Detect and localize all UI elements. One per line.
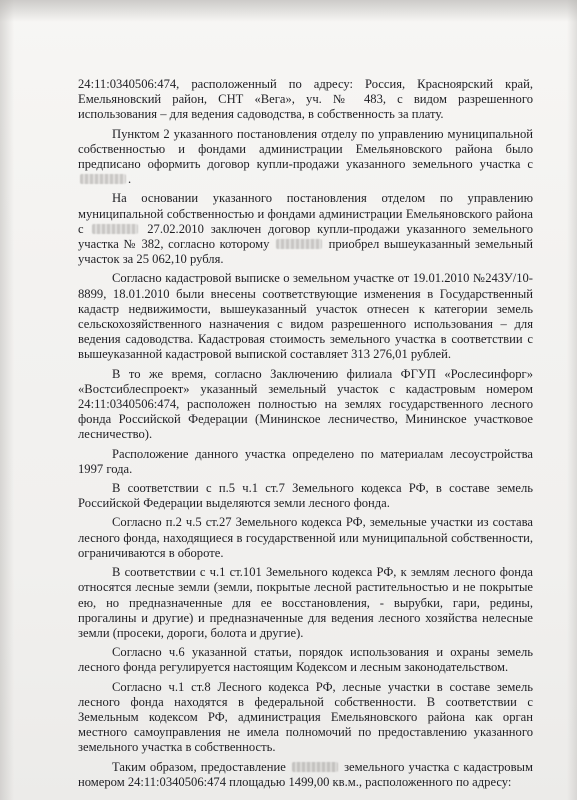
paragraph-text: 24:11:0340506:474, расположенный по адресу: Россия, Красноярский край, Емельяновский район, СНТ «Вега», уч. № 483, с видом разрешенного использования – для ведения садоводства, в собственность за плату.	[78, 77, 533, 122]
paragraph	[78, 447, 533, 477]
paragraph	[78, 77, 533, 123]
paragraph	[78, 680, 533, 756]
redacted-name	[292, 762, 338, 772]
redacted-name	[276, 239, 322, 249]
paragraph-text: Таким образом, предоставление	[112, 759, 286, 774]
paragraph	[78, 367, 533, 443]
paragraph-text: Пунктом 2 указанного постановления отделу по управлению муниципальной собственностью и фондами администрации Емельяновского района было предписано оформить договор купли-продажи указанного земельного участка с	[78, 126, 533, 172]
paragraph	[78, 515, 533, 561]
paragraph-text: В соответствии с п.5 ч.1 ст.7 Земельного кодекса РФ, в составе земель Российской Федерации выделяются земли лесного фонда.	[78, 481, 533, 511]
paragraph-text: приобрел вышеуказанный земельный участок за 25 062,10 рубля.	[78, 237, 533, 267]
paragraph-text: В соответствии с ч.1 ст.101 Земельного кодекса РФ, к землям лесного фонда относятся лесные земли (земли, покрытые лесной растительностью и не покрытые ею, но предназначенные для ее восстановления, - вырубки, гари, редины, прогалины и другие) и предназначенные для ведения лесного хозяйства нелесные земли (просеки, дороги, болота и другие).	[78, 565, 533, 640]
paragraph-text: земельного участка с кадастровым номером 24:11:0340506:474 площадью 1499,00 кв.м., расположенного по адресу:	[78, 759, 533, 789]
paragraph-text: Согласно ч.1 ст.8 Лесного кодекса РФ, лесные участки в составе земель лесного фонда находятся в федеральной собственности. В соответствии с Земельным кодексом РФ, администрация Емельяновского района как орган местного самоуправления не имела полномочий по предоставлению указанного земельного участка в собственность.	[78, 679, 533, 755]
paragraph-text: На основании указанного постановления отделом по управлению муниципальной собственностью и фондами администрации Емельяновского района с	[78, 191, 533, 236]
paragraph-text: Согласно п.2 ч.5 ст.27 Земельного кодекса РФ, земельные участки из состава лесного фонда, находящиеся в государственной или муниципальной собственности, ограничиваются в обороте.	[78, 515, 533, 560]
paragraph	[78, 271, 533, 362]
paragraph-text: Согласно кадастровой выписке о земельном участке от 19.01.2010 №24ЗУ/10-8899, 18.01.2010 были внесены соответствующие изменения в Государственный кадастр недвижимости, вышеуказанный участок отнесен к категории земель сельскохозяйственного назначения с видом разрешенного использования – для ведения садоводства. Кадастровая стоимость земельного участка в соответствии с вышеуказанной кадастровой выпиской составляет 313 276,01 рублей.	[78, 271, 533, 362]
paragraph-text: В то же время, согласно Заключению филиала ФГУП «Рослесинфорг» «Востсиблеспроект» указанный земельный участок с кадастровым номером 24:11:0340506:474, расположен полностью на землях государственного лесного фонда Российской Федерации (Мининское лесничество, Мининское участковое лесничество).	[78, 366, 533, 442]
paragraph-text: 27.02.2010 заключен договор купли-продажи указанного земельного участка № 382, согласно которому	[78, 221, 534, 252]
scan-shadow-top	[0, 0, 577, 22]
paragraph	[78, 645, 533, 675]
scan-shadow-left	[0, 0, 14, 800]
scan-shadow-right	[567, 0, 577, 800]
redacted-name	[80, 174, 126, 184]
paragraph	[78, 760, 533, 790]
document-body	[78, 77, 533, 794]
paragraph-text: Согласно ч.6 указанной статьи, порядок использования и охраны земель лесного фонда регулируется настоящим Кодексом и лесным законодательством.	[78, 645, 533, 675]
paragraph	[78, 191, 533, 267]
paragraph: Пунктом 2 указанного постановления отделу по управлению муниципальной собственностью и фондами администрации Емельяновского района было предписано оформить договор купли-продажи указанного земельного участка с .	[78, 126, 533, 187]
paragraph-text: Расположение данного участка определено по материалам лесоустройства 1997 года.	[78, 446, 533, 476]
paragraph	[78, 481, 533, 511]
redacted-name	[92, 224, 138, 234]
paragraph	[78, 565, 533, 641]
